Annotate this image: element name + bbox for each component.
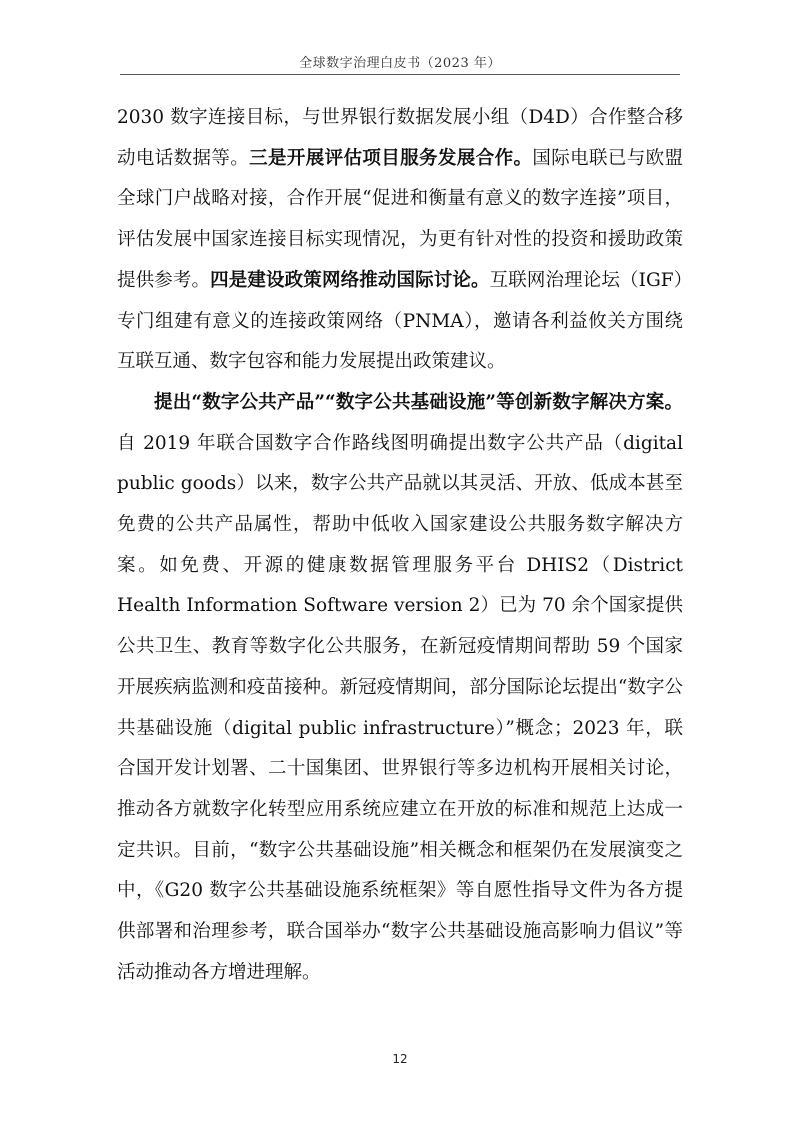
paragraph [117,383,683,994]
header-rule [120,74,680,75]
paragraph-text: 国际电联已与欧盟全球门户战略对接，合作开展“促进和衡量有意义的数字连接”项目，评估发展中国家连接目标实现情况，为更有针对性的投资和援助政策提供参考。 [117,147,683,291]
paragraph-text: 2030 数字连接目标，与世界银行数据发展小组（D4D）合作整合移动电话数据等。 [117,107,683,169]
paragraph-continuation [117,98,683,383]
bold-heading: 四是建设政策网络推动国际讨论。 [210,269,490,291]
paragraph-text: 互联网治理论坛（IGF）专门组建有意义的连接政策网络（PNMA），邀请各利益攸关方围绕互联互通、数字包容和能力发展提出政策建议。 [117,269,683,373]
body-text [117,98,683,993]
bold-heading: 提出“数字公共产品”“数字公共基础设施”等创新数字解决方案。 [154,391,683,413]
paragraph-text: 自 2019 年联合国数字合作路线图明确提出数字公共产品（digital public goods）以来，数字公共产品就以其灵活、开放、低成本甚至免费的公共产品属性，帮助中低收入国家建设公共服务数字解决方案。如免费、开源的健康数据管理服务平台 DHIS2（District Health Information Software version 2）已为 70 余个国家提供公共卫生、教育等数字化公共服务，在新冠疫情期间帮助 59 个国家开展疾病监测和疫苗接种。新冠疫情期间，部分国际论坛提出“数字公共基础设施（digital public infrastructure）”概念；2023 年，联合国开发计划署、二十国集团、世界银行等多边机构开展相关讨论，推动各方就数字化转型应用系统应建立在开放的标准和规范上达成一定共识。目前，“数字公共基础设施”相关概念和框架仍在发展演变之中，《G20 数字公共基础设施系统框架》等自愿性指导文件为各方提供部署和治理参考，联合国举办“数字公共基础设施高影响力倡议”等活动推动各方增进理解。 [117,432,683,983]
page-number: 12 [392,1052,408,1066]
bold-heading: 三是开展评估项目服务发展合作。 [249,147,533,169]
running-header: 全球数字治理白皮书（2023 年） [299,56,501,71]
